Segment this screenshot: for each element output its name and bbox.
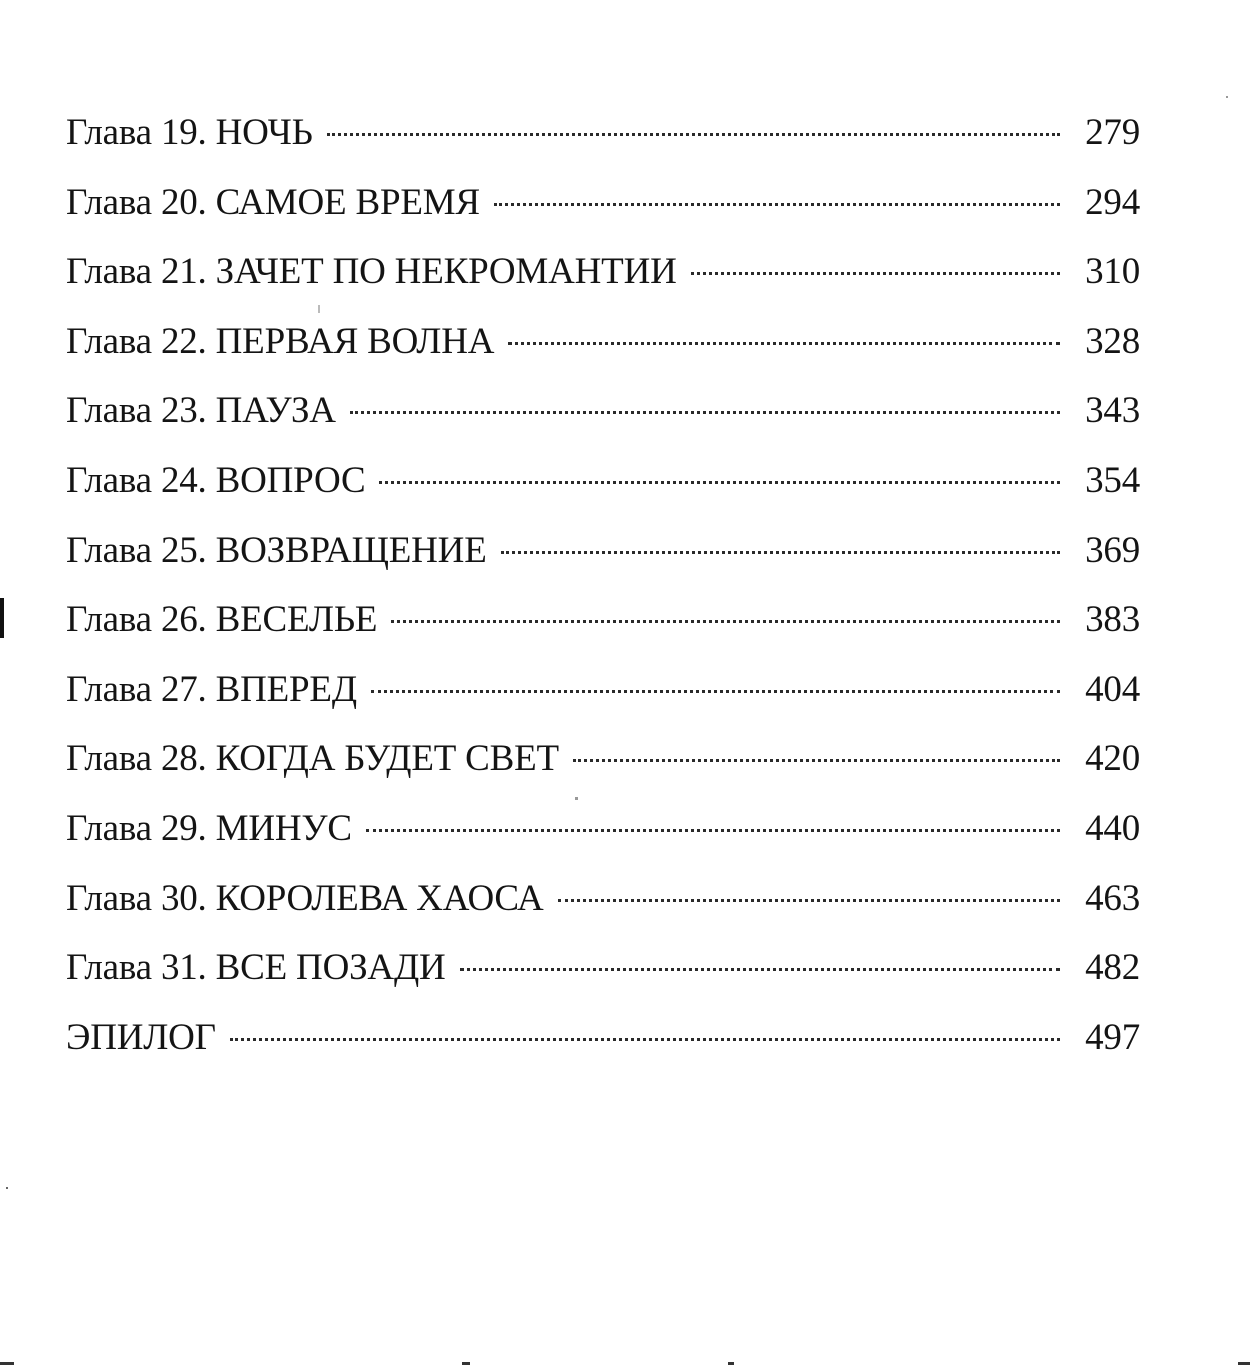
toc-entry-page: 383 bbox=[1085, 599, 1140, 641]
toc-entry-page: 354 bbox=[1085, 459, 1140, 501]
scan-speck bbox=[575, 797, 578, 800]
toc-entry-page: 369 bbox=[1085, 529, 1140, 571]
toc-entry-title: Глава 30. КОРОЛЕВА ХАОСА bbox=[66, 877, 544, 919]
scan-speck bbox=[0, 1362, 14, 1365]
dot-leader bbox=[391, 620, 1060, 623]
toc-entry bbox=[66, 168, 1140, 238]
dot-leader bbox=[573, 759, 1060, 762]
scan-speck bbox=[1226, 96, 1228, 98]
toc-entry bbox=[66, 794, 1140, 864]
dot-leader bbox=[508, 342, 1060, 345]
toc-entry-title: Глава 22. ПЕРВАЯ ВОЛНА bbox=[66, 320, 495, 362]
toc-entry-page: 463 bbox=[1085, 877, 1140, 919]
toc-entry bbox=[66, 237, 1140, 307]
dot-leader bbox=[371, 690, 1060, 693]
scan-bottom-edge bbox=[0, 1360, 1250, 1368]
toc-entry-title: Глава 25. ВОЗВРАЩЕНИЕ bbox=[66, 529, 487, 571]
toc-entry bbox=[66, 98, 1140, 168]
scan-speck bbox=[462, 1362, 470, 1365]
toc-entry-page: 404 bbox=[1085, 668, 1140, 710]
toc-entry bbox=[66, 516, 1140, 586]
toc-entry bbox=[66, 585, 1140, 655]
dot-leader bbox=[691, 272, 1060, 275]
dot-leader bbox=[558, 899, 1060, 902]
toc-entry-title: ЭПИЛОГ bbox=[66, 1016, 216, 1058]
toc-entry bbox=[66, 933, 1140, 1003]
toc-entry-page: 440 bbox=[1085, 807, 1140, 849]
scan-speck bbox=[6, 1187, 8, 1189]
toc-entry-title: Глава 26. ВЕСЕЛЬЕ bbox=[66, 599, 378, 641]
toc-entry-page: 482 bbox=[1085, 947, 1140, 989]
dot-leader bbox=[494, 203, 1060, 206]
toc-entry-title: Глава 24. ВОПРОС bbox=[66, 459, 366, 501]
dot-leader bbox=[460, 968, 1060, 971]
scan-speck bbox=[1238, 1362, 1250, 1365]
toc-entry-page: 328 bbox=[1085, 320, 1140, 362]
toc-entry-title: Глава 19. НОЧЬ bbox=[66, 112, 313, 153]
scan-edge-mark bbox=[0, 598, 4, 638]
toc-entry bbox=[66, 376, 1140, 446]
toc-entry-page: 294 bbox=[1085, 181, 1140, 223]
dot-leader bbox=[350, 411, 1060, 414]
toc-entry-page: 279 bbox=[1085, 112, 1140, 153]
dot-leader bbox=[379, 481, 1060, 484]
toc-entry-page: 310 bbox=[1085, 251, 1140, 293]
toc-entry-page: 420 bbox=[1085, 738, 1140, 780]
toc-entry bbox=[66, 307, 1140, 377]
toc-entry bbox=[66, 446, 1140, 516]
toc-entry bbox=[66, 1003, 1140, 1073]
toc-entry-title: Глава 31. ВСЕ ПОЗАДИ bbox=[66, 947, 446, 989]
scan-speck bbox=[318, 305, 320, 313]
toc-entry-title: Глава 20. САМОЕ ВРЕМЯ bbox=[66, 181, 480, 223]
dot-leader bbox=[230, 1038, 1060, 1041]
dot-leader bbox=[327, 133, 1060, 136]
toc-entry bbox=[66, 655, 1140, 725]
dot-leader bbox=[501, 551, 1060, 554]
table-of-contents bbox=[66, 98, 1140, 1072]
toc-entry bbox=[66, 864, 1140, 934]
toc-entry-title: Глава 28. КОГДА БУДЕТ СВЕТ bbox=[66, 738, 559, 780]
toc-entry-title: Глава 21. ЗАЧЕТ ПО НЕКРОМАНТИИ bbox=[66, 251, 677, 293]
toc-entry-page: 343 bbox=[1085, 390, 1140, 432]
toc-entry bbox=[66, 724, 1140, 794]
dot-leader bbox=[366, 829, 1060, 832]
toc-entry-title: Глава 27. ВПЕРЕД bbox=[66, 668, 357, 710]
scan-speck bbox=[728, 1362, 734, 1365]
toc-entry-page: 497 bbox=[1085, 1016, 1140, 1058]
toc-entry-title: Глава 29. МИНУС bbox=[66, 807, 352, 849]
toc-entry-title: Глава 23. ПАУЗА bbox=[66, 390, 336, 432]
